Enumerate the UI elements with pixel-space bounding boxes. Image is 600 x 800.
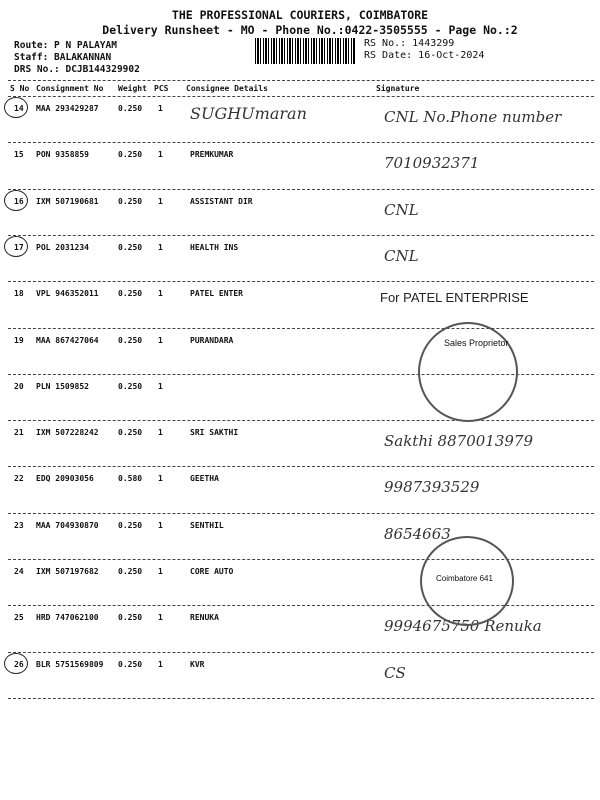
row-weight: 0.250 xyxy=(118,520,143,530)
patel-stamp-text: For PATEL ENTERPRISE xyxy=(380,290,529,305)
row-consignee: PURANDARA xyxy=(190,335,234,345)
table-row xyxy=(8,144,594,190)
row-divider xyxy=(8,142,594,143)
sno-circle-mark xyxy=(4,236,28,257)
row-consignee: HEALTH INS xyxy=(190,242,239,252)
runsheet-subtitle: Delivery Runsheet - MO - Phone No.:0422-3505555 - Page No.:2 xyxy=(102,23,518,37)
core-auto-stamp-text: Coimbatore 641 xyxy=(436,574,493,583)
row-sno: 15 xyxy=(14,150,24,160)
table-row xyxy=(8,237,594,283)
row-divider xyxy=(8,466,594,467)
staff: Staff: BALAKANNAN xyxy=(14,52,112,63)
row-pcs: 1 xyxy=(158,289,163,299)
table-row xyxy=(8,468,594,514)
row-pcs: 1 xyxy=(158,613,163,623)
row-consignee: ASSISTANT DIR xyxy=(190,196,253,206)
row-divider xyxy=(8,513,594,514)
core-auto-stamp xyxy=(420,536,514,626)
row-sno: 17 xyxy=(14,242,24,252)
table-header xyxy=(8,82,594,96)
row-consignment: MAA 704930870 xyxy=(36,520,99,530)
row-consignment: PON 9358859 xyxy=(36,150,89,160)
table-row xyxy=(8,422,594,468)
row-sno: 24 xyxy=(14,567,24,576)
row-sno: 18 xyxy=(14,289,24,299)
signature-text: 7010932371 xyxy=(384,154,480,173)
row-divider xyxy=(8,328,594,329)
row-consignment: PLN 1509852 xyxy=(36,381,89,391)
row-divider xyxy=(8,698,594,699)
row-sno: 23 xyxy=(14,520,24,530)
sno-circle-mark xyxy=(4,97,28,118)
row-weight: 0.250 xyxy=(118,104,143,113)
row-weight: 0.250 xyxy=(118,613,143,623)
row-consignee: CORE AUTO xyxy=(190,567,234,576)
row-divider xyxy=(8,652,594,653)
row-sno: 25 xyxy=(14,613,24,623)
row-consignee: SRI SAKTHI xyxy=(190,428,239,438)
row-consignee: GEETHA xyxy=(190,474,219,484)
row-pcs: 1 xyxy=(158,381,163,391)
row-consignment: POL 2031234 xyxy=(36,242,89,252)
row-weight: 0.250 xyxy=(118,196,143,206)
row-pcs: 1 xyxy=(158,520,163,530)
rs-date: RS Date: 16-Oct-2024 xyxy=(364,50,485,61)
row-weight: 0.250 xyxy=(118,242,143,252)
row-consignment: VPL 946352011 xyxy=(36,289,99,299)
row-weight: 0.250 xyxy=(118,567,143,576)
row-consignment: MAA 867427064 xyxy=(36,335,99,345)
signature-text: Sakthi 8870013979 xyxy=(384,432,533,451)
row-pcs: 1 xyxy=(158,567,163,576)
row-consignment: IXM 507190681 xyxy=(36,196,99,206)
row-pcs: 1 xyxy=(158,196,163,206)
proprietor-stamp xyxy=(418,322,518,422)
signature-text: CNL xyxy=(384,200,419,219)
row-weight: 0.250 xyxy=(118,428,143,438)
row-pcs: 1 xyxy=(158,104,163,113)
col-consignee: Consignee Details xyxy=(186,84,268,93)
row-weight: 0.250 xyxy=(118,381,143,391)
row-consignee: SENTHIL xyxy=(190,520,224,530)
row-consignment: MAA 293429287 xyxy=(36,104,99,113)
header-divider-bottom xyxy=(8,96,594,97)
sno-circle-mark xyxy=(4,653,28,674)
row-pcs: 1 xyxy=(158,335,163,345)
col-consignment: Consignment No xyxy=(36,84,104,93)
row-sno: 21 xyxy=(14,428,24,438)
row-pcs: 1 xyxy=(158,659,163,669)
signature-text: 8654663 xyxy=(384,524,451,543)
drs-number: DRS No.: DCJB144329902 xyxy=(14,64,140,75)
signature-text: CS xyxy=(384,663,406,682)
sno-circle-mark xyxy=(4,190,28,211)
row-weight: 0.250 xyxy=(118,335,143,345)
col-weight: Weight xyxy=(118,84,147,93)
row-pcs: 1 xyxy=(158,474,163,484)
signature-text: CNL No.Phone number xyxy=(384,108,562,126)
row-pcs: 1 xyxy=(158,428,163,438)
row-divider xyxy=(8,235,594,236)
row-consignment: BLR 5751569809 xyxy=(36,659,104,669)
route: Route: P N PALAYAM xyxy=(14,40,117,51)
row-sno: 20 xyxy=(14,381,24,391)
col-pcs: PCS xyxy=(154,84,169,93)
row-weight: 0.580 xyxy=(118,474,143,484)
col-sno: S No xyxy=(10,84,30,93)
row-sno: 22 xyxy=(14,474,24,484)
row-weight: 0.250 xyxy=(118,150,143,160)
barcode xyxy=(255,38,355,64)
row-weight: 0.250 xyxy=(118,659,143,669)
row-weight: 0.250 xyxy=(118,289,143,299)
col-signature: Signature xyxy=(376,84,420,93)
row-consignee: KVR xyxy=(190,659,205,669)
table-row xyxy=(8,515,594,561)
header-divider-top xyxy=(8,80,594,81)
handwritten-consignee: SUGHUmaran xyxy=(190,104,307,123)
row-pcs: 1 xyxy=(158,150,163,160)
signature-text: CNL xyxy=(384,246,419,265)
row-sno: 26 xyxy=(14,659,24,669)
row-consignee: RENUKA xyxy=(190,613,219,623)
row-consignment: IXM 507228242 xyxy=(36,428,99,438)
table-row xyxy=(8,654,594,700)
row-consignee: PATEL ENTER xyxy=(190,289,243,299)
row-consignment: IXM 507197682 xyxy=(36,567,99,576)
row-consignee: PREMKUMAR xyxy=(190,150,234,160)
row-consignment: HRD 747062100 xyxy=(36,613,99,623)
row-consignment: EDQ 20903056 xyxy=(36,474,94,484)
row-sno: 16 xyxy=(14,196,24,206)
table-row xyxy=(8,607,594,653)
rs-number: RS No.: 1443299 xyxy=(364,38,455,49)
table-row xyxy=(8,191,594,237)
row-divider xyxy=(8,281,594,282)
row-pcs: 1 xyxy=(158,242,163,252)
row-sno: 19 xyxy=(14,335,24,345)
row-divider xyxy=(8,420,594,421)
company-title: THE PROFESSIONAL COURIERS, COIMBATORE xyxy=(171,8,429,22)
signature-text: 9987393529 xyxy=(384,478,480,497)
proprietor-stamp-text: Sales Proprietor xyxy=(444,338,509,348)
table-row xyxy=(8,98,594,144)
signature-text: 9994675750 Renuka xyxy=(384,617,542,636)
row-sno: 14 xyxy=(14,104,24,113)
row-divider xyxy=(8,189,594,190)
